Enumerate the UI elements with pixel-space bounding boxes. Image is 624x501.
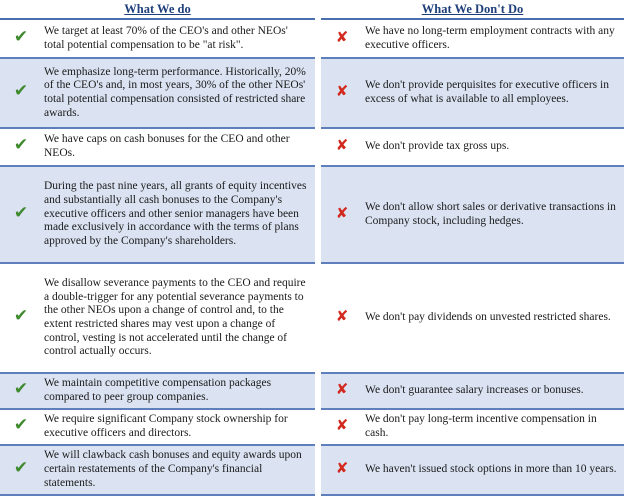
dont-item: We don't pay long-term incentive compensation in cash. [363,409,624,445]
table-row [0,58,624,128]
table-row [0,166,624,263]
check-icon: ✔ [13,379,29,400]
table-row [0,263,624,373]
do-item: During the past nine years, all grants of equity incentives and substantially all cash bonuses to the Company's executive officers and other senior managers have been made exclusively in accordance with the terms of plans approved by the Company's shareholders. [42,166,315,263]
do-item: We maintain competitive compensation packages compared to peer group companies. [42,373,315,409]
do-item: We disallow severance payments to the CEO and require a double-trigger for any potential severance payments to the other NEOs upon a change of control and, to the extent restricted shares may vest upon a change of control, vesting is not accelerated until the change of control actually occurs. [42,263,315,373]
do-item: We emphasize long-term performance. Historically, 20% of the CEO's and, in most years, 30% of the other NEOs' total potential compensation consisted of restricted share awards. [42,58,315,128]
dont-item: We don't provide tax gross ups. [363,128,624,166]
dont-item: We don't guarantee salary increases or bonuses. [363,373,624,409]
dont-item: We have no long-term employment contracts with any executive officers. [363,19,624,58]
cross-icon: ✘ [335,307,349,326]
check-icon: ✔ [13,415,29,436]
dont-item: We haven't issued stock options in more than 10 years. [363,445,624,495]
dont-item: We don't pay dividends on unvested restricted shares. [363,263,624,373]
cross-icon: ✘ [335,203,349,222]
check-icon: ✔ [13,202,29,223]
dont-item: We don't allow short sales or derivative transactions in Company stock, including hedges. [363,166,624,263]
table-row [0,445,624,495]
what-we-do-heading: What We do [0,0,315,19]
do-item: We will clawback cash bonuses and equity awards upon certain restatements of the Company's financial statements. [42,445,315,495]
table-row [0,409,624,445]
cross-icon: ✘ [335,459,349,478]
check-icon: ✔ [13,306,29,327]
header-row [0,0,624,19]
cross-icon: ✘ [335,136,349,155]
table-row [0,128,624,166]
check-icon: ✔ [13,26,29,47]
check-icon: ✔ [13,81,29,102]
dont-item: We don't provide perquisites for executive officers in excess of what is available to all employees. [363,58,624,128]
what-we-dont-do-heading: What We Don't Do [321,0,624,19]
cross-icon: ✘ [335,27,349,46]
do-item: We have caps on cash bonuses for the CEO and other NEOs. [42,128,315,166]
check-icon: ✔ [13,135,29,156]
cross-icon: ✘ [335,416,349,435]
table-row [0,373,624,409]
table-row [0,19,624,58]
check-icon: ✔ [13,458,29,479]
cross-icon: ✘ [335,380,349,399]
do-item: We target at least 70% of the CEO's and other NEOs' total potential compensation to be "at risk". [42,19,315,58]
cross-icon: ✘ [335,82,349,101]
do-item: We require significant Company stock ownership for executive officers and directors. [42,409,315,445]
